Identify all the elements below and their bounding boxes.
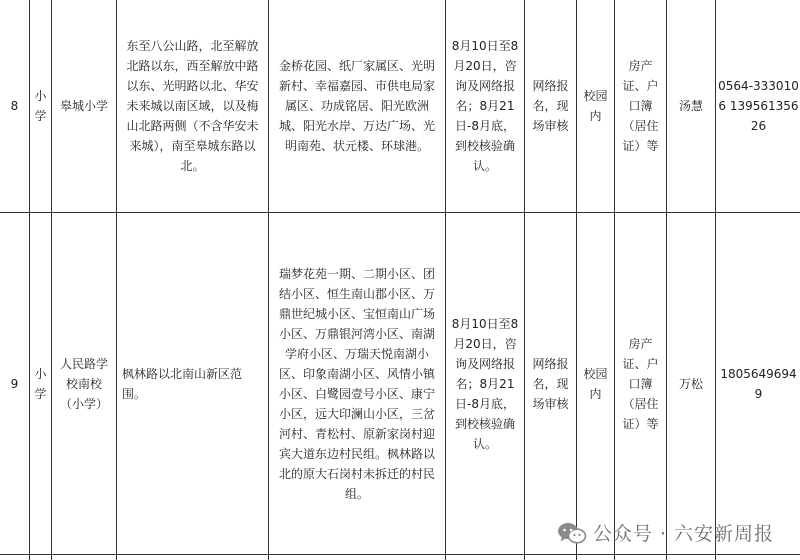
enrollment-area: 东至八公山路，北至解放北路以东，西至解放中路以东、光明路以北、华安未来城以南区域，以及梅山北路两侧（不含华安未来城），南至皋城东路以北。 xyxy=(117,0,269,213)
contact-person: 汤慧 xyxy=(667,0,716,213)
row-number: 8 xyxy=(0,0,30,213)
wechat-logo-icon xyxy=(557,521,587,545)
covered-communities: 金桥花园、纸厂家属区、光明新村、幸福嘉园、市供电局家属区、功成铭居、阳光欧洲城、阳光水岸、万达广场、光明南苑、状元楼、环球港。 xyxy=(269,0,446,213)
watermark xyxy=(557,519,774,546)
table-row-partial xyxy=(0,555,800,560)
registration-location: 校园内 xyxy=(577,0,615,213)
school-name: 皋城小学 xyxy=(52,0,117,213)
row-number: 9 xyxy=(0,213,30,555)
school-name: 人民路学校南校（小学） xyxy=(52,213,117,555)
contact-phone: 0564-3330106 13956135626 xyxy=(716,0,800,213)
school-stage: 小学 xyxy=(30,213,52,555)
registration-time: 8月10日至8月20日，咨询及网络报名；8月21日-8月底，到校核验确认。 xyxy=(446,213,525,555)
table-row xyxy=(0,0,800,213)
registration-method: 网络报名，现场审核 xyxy=(525,213,577,555)
registration-method: 网络报名，现场审核 xyxy=(525,0,577,213)
school-stage: 小学 xyxy=(30,0,52,213)
covered-communities: 瑞梦花苑一期、二期小区、团结小区、恒生南山郡小区、万鼎世纪城小区、宝恒南山广场小区、万鼎银河湾小区、南湖学府小区、万瑞天悦南湖小区、印象南湖小区、风情小镇小区、白鹭园壹号小区、康宁小区，远大印澜山小区，三岔河村、青松村、原新家岗村迎宾大道东边村民组。枫林路以北的原大石岗村未拆迁的村民组。 xyxy=(269,213,446,555)
required-documents: 房产证、户口簿（居住证）等 xyxy=(615,0,667,213)
enrollment-area: 枫林路以北南山新区范围。 xyxy=(117,213,269,555)
registration-location: 校园内 xyxy=(577,213,615,555)
required-documents: 房产证、户口簿（居住证）等 xyxy=(615,213,667,555)
registration-time: 8月10日至8月20日，咨询及网络报名；8月21日-8月底，到校核验确认。 xyxy=(446,0,525,213)
contact-person: 万松 xyxy=(667,213,716,555)
table-row xyxy=(0,213,800,555)
watermark-text: 公众号 · 六安新周报 xyxy=(592,523,774,545)
contact-phone: 18056496949 xyxy=(716,213,800,555)
